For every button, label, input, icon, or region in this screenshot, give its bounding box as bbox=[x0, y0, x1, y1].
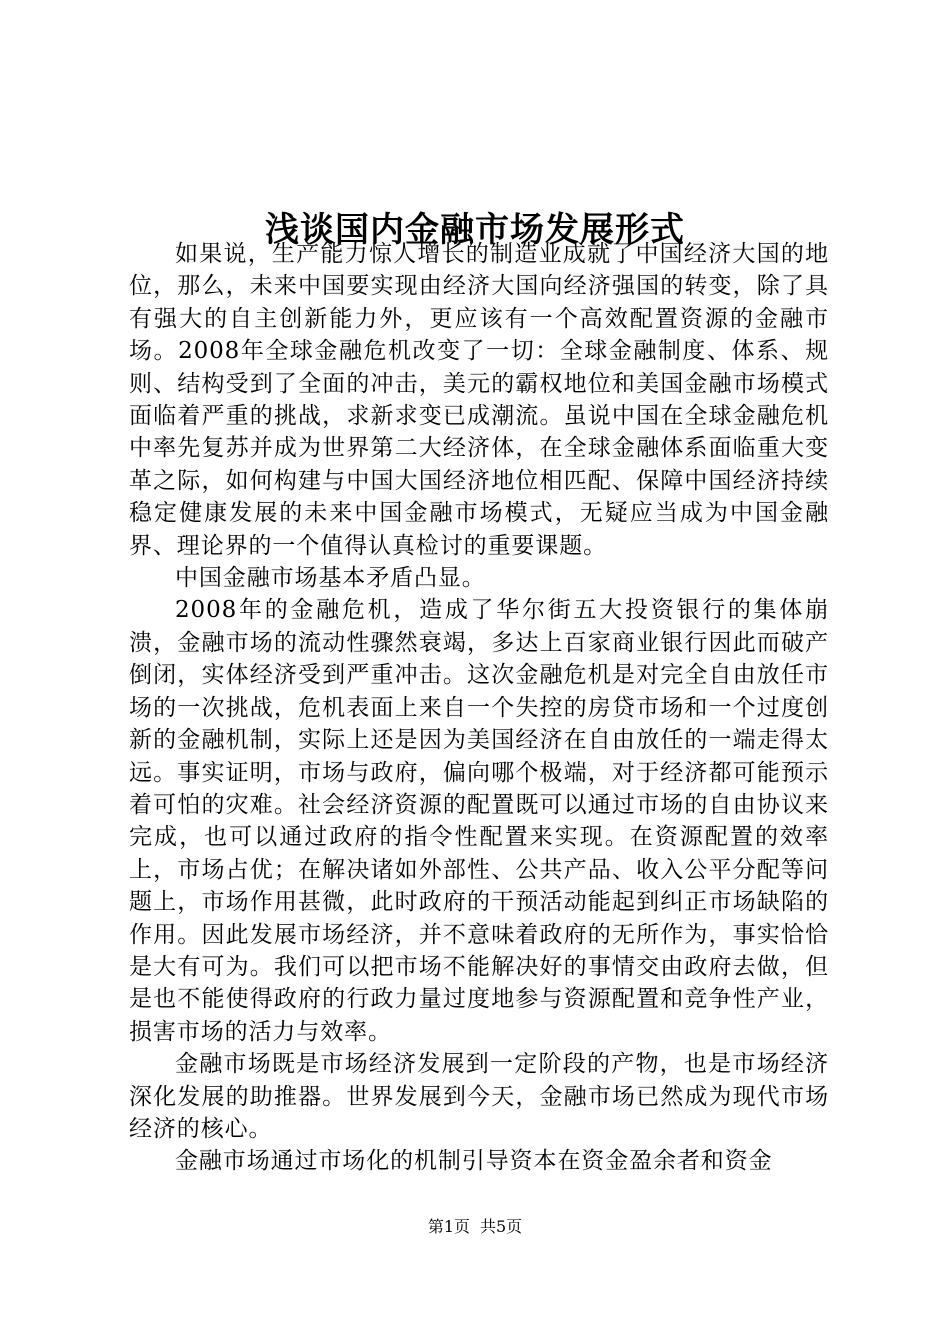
paragraph-3: 2008年的金融危机，造成了华尔街五大投资银行的集体崩溃，金融市场的流动性骤然衰竭，多达上百家商业银行因此而破产倒闭，实体经济受到严重冲击。这次金融危机是对完全自由放任市场的一次挑战，危机表面上来自一个失控的房贷市场和一个过度创新的金融机制，实际上还是因为美国经济在自由放任的一端走得太远。事实证明，市场与政府，偏向哪个极端，对于经济都可能预示着可怕的灾难。社会经济资源的配置既可以通过市场的自由协议来完成，也可以通过政府的指令性配置来实现。在资源配置的效率上，市场占优；在解决诸如外部性、公共产品、收入公平分配等问题上，市场作用甚微，此时政府的干预活动能起到纠正市场缺陷的作用。因此发展市场经济，并不意味着政府的无所作为，事实恰恰是大有可为。我们可以把市场不能解决好的事情交由政府去做，但是也不能使得政府的行政力量过度地参与资源配置和竞争性产业，损害市场的活力与效率。 bbox=[129, 597, 829, 1045]
document-title: 浅谈国内金融市场发展形式 bbox=[265, 209, 685, 250]
page-total: 共5页 bbox=[480, 1217, 523, 1236]
page-number: 第1页 bbox=[427, 1217, 470, 1236]
page-footer bbox=[0, 1216, 950, 1238]
document-body bbox=[129, 238, 829, 1178]
paragraph-5: 金融市场通过市场化的机制引导资本在资金盈余者和资金 bbox=[175, 1148, 773, 1175]
paragraph-1: 如果说，生产能力惊人增长的制造业成就了中国经济大国的地位，那么，未来中国要实现由经济大国向经济强国的转变，除了具有强大的自主创新能力外，更应该有一个高效配置资源的金融市场。2008年全球金融危机改变了一切：全球金融制度、体系、规则、结构受到了全面的冲击，美元的霸权地位和美国金融市场模式面临着严重的挑战，求新求变已成潮流。虽说中国在全球金融危机中率先复苏并成为世界第二大经济体，在全球金融体系面临重大变革之际，如何构建与中国大国经济地位相匹配、保障中国经济持续稳定健康发展的未来中国金融市场模式，无疑应当成为中国金融界、理论界的一个值得认真检讨的重要课题。 bbox=[129, 241, 829, 559]
paragraph-4: 金融市场既是市场经济发展到一定阶段的产物，也是市场经济深化发展的助推器。世界发展到今天，金融市场已然成为现代市场经济的核心。 bbox=[129, 1051, 829, 1142]
paragraph-2: 中国金融市场基本矛盾凸显。 bbox=[175, 565, 486, 592]
